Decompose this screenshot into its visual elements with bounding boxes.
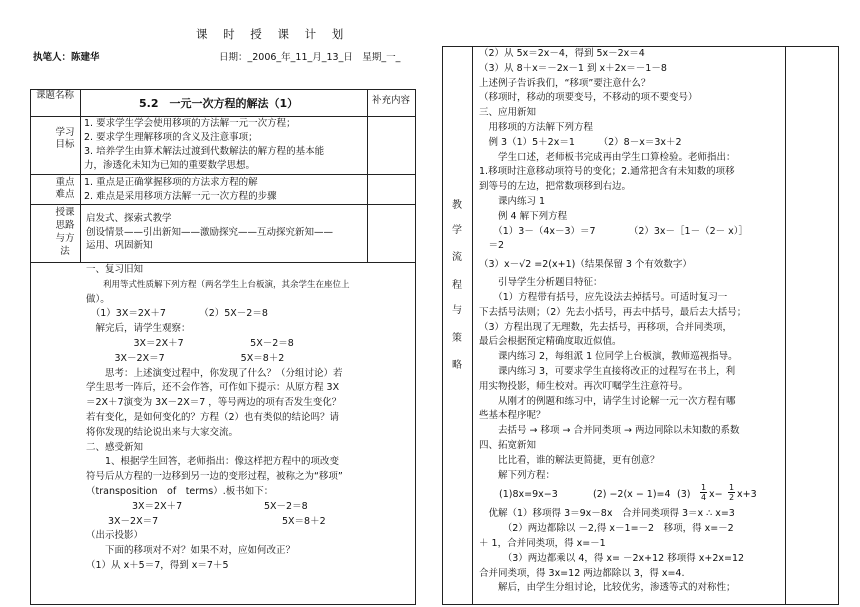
body-line: 思考：上述演变过程中，你发现了什么？（分组讨论）若 (86, 367, 343, 379)
body-line: 上述例子告诉我们，“移项”要注意什么？ (479, 77, 651, 89)
body-line: （移项时，移动的项要变号，不移动的项不要变号） (479, 92, 698, 104)
keypoint-item: 1. 重点是正确掌握移项的方法求方程的解 (84, 177, 258, 188)
body-line: 四、拓宽新知 (479, 439, 537, 451)
methods-label: 授课思路与方法 (55, 207, 75, 257)
equation-row (86, 515, 412, 530)
body-line: 最后会根据预定精确度取近似值。 (479, 336, 622, 348)
body-line: 符号后从方程的一边移到另一边的变形过程，被称之为“移项” (86, 471, 343, 483)
goals-label: 学习目标 (55, 127, 75, 150)
body-line: ＝2 (479, 240, 505, 252)
body-line: 从刚才的例题和练习中，请学生讨论解一元一次方程有哪 (479, 395, 736, 407)
body-line: 1.移项时注意移动项符号的变化；2.通常把含有未知数的项移 (479, 166, 735, 178)
lesson-topic: 5.2 一元一次方程的解法（1） (139, 97, 299, 110)
body-line: （1）3X＝2X＋7 （2）5X－2＝8 (86, 308, 268, 320)
equation: (3) (677, 489, 691, 501)
body-line: 例 3（1）5＋2x＝1 （2）8－x＝3x＋2 (479, 136, 682, 148)
notes-label: 补充内容 (372, 95, 411, 106)
equation: 5X＝8＋2 (282, 515, 326, 527)
equation: 5X－2＝8 (264, 500, 308, 512)
right-body (479, 47, 784, 596)
body-line: 优解（1）移项得 3＝9x－8x 合并同类项得 3＝x ∴ x=3 (479, 508, 735, 520)
body-line: （3）从 8＋x＝－2x－1 到 x＋2x＝－1－8 (479, 62, 667, 74)
equation: 3X－2X＝7 (108, 515, 159, 527)
body-line: （出示投影） (86, 530, 144, 542)
body-line: 课内练习 1 (479, 195, 546, 207)
method-item: 运用、巩固新知 (86, 240, 153, 251)
body-line: 学生思考一阵后，还不会作答，可作如下提示：从原方程 3X (86, 382, 340, 394)
side-label-char: 与 (452, 305, 462, 316)
topic-label: 课题名称 (35, 90, 74, 101)
body-line: 学生口述，老师板书完成再由学生口算检验。老师指出： (479, 151, 736, 163)
body-line: ＋ 1，合并同类项，得 x=－1 (479, 537, 606, 549)
goals-list (84, 117, 324, 173)
body-line: 3X－2X＝7 5X＝8＋2 (86, 352, 285, 364)
body-line: 合并同类项，得 3x=12 两边都除以 3，得 x=4. (479, 567, 685, 579)
body-line: 利用等式性质解下列方程（两名学生上台板演，其余学生在座位上 (86, 279, 350, 290)
body-line: 三、应用新知 (479, 107, 537, 119)
goal-item: 2. 要求学生理解移项的含义及注意事项； (84, 132, 258, 143)
body-line: （1）方程带有括号，应先设法去掉括号。可适时复习一 (479, 291, 728, 303)
body-line: 一、复习旧知 (86, 264, 144, 275)
body-line: 去括号 → 移项 → 合并同类项 → 两边同除以未知数的系数 (479, 425, 740, 437)
body-line: （3）两边都乘以 4，得 x= －2x+12 移项得 x+2x=12 (479, 552, 745, 564)
method-item: 启发式、探索式教学 (86, 213, 172, 224)
body-line: （transposition of terms）.板书如下： (86, 485, 274, 497)
author-label: 执笔人：陈建华 (33, 52, 100, 63)
equation-row (479, 483, 784, 507)
side-label-char: 流 (452, 252, 462, 263)
body-line: 下面的移项对不对？如果不对，应如何改正？ (86, 545, 296, 557)
equation: (2) −2(x − 1)=4 (593, 489, 671, 501)
keypoints-list (84, 176, 277, 203)
fraction: $\frac{1}{2}$ (729, 483, 735, 503)
body-line: 到等号的左边，把常数项移到右边。 (479, 181, 632, 193)
equation: 3X＝2X＋7 (132, 500, 183, 512)
body-line: 课内练习 2，每组派 1 位同学上台板演，教师巡视指导。 (479, 351, 738, 363)
keypoint-item: 2. 难点是采用移项方法解一元一次方程的步骤 (84, 190, 277, 202)
body-line: 二、感受新知 (86, 441, 144, 453)
body-line: 例 4 解下列方程 (479, 210, 568, 222)
side-label-char: 策 (452, 333, 462, 344)
side-label-char: 学 (452, 225, 462, 236)
body-line: （2）从 5x＝2x－4，得到 5x－2x＝4 (479, 48, 645, 59)
body-line: （1）3－（4x－3）＝7 （2）3x－［1－（2－ x）］ (479, 225, 749, 237)
page-title: 课 时 授 课 计 划 (196, 27, 350, 41)
body-line: 课内练习 3，可要求学生直接将改正的过程写在书上，利 (479, 365, 736, 377)
date-line: 日期：_2006_年_11_月_13_日 星期_一_ (219, 52, 401, 63)
methods-list (86, 212, 333, 253)
keypoints-label: 重点难点 (55, 177, 75, 200)
body-line: 些基本程序呢？ (479, 410, 546, 422)
body-line: 用实物投影，师生校对。再次叮嘱学生注意符号。 (479, 380, 689, 392)
body-line: 解后，由学生分组讨论，比较优劣，渗透等式的对称性； (479, 582, 736, 594)
equation-row (86, 500, 412, 515)
body-line: 下去括号法则；（2）先去小括号，再去中括号，最后去大括号； (479, 306, 747, 318)
example-4-3: （3）x－√2 =2(x+1)（结果保留 3 个有效数字） (479, 259, 692, 271)
body-line: （3）方程出现了无理数，先去括号，再移项，合并同类项， (479, 321, 733, 333)
body-line: （2）两边都除以 －2,得 x－1=－2 移项，得 x=－2 (479, 523, 734, 535)
body-line: （1）从 x＋5＝7，得到 x＝7＋5 (86, 559, 229, 571)
side-label-char: 略 (452, 360, 462, 371)
left-body (86, 263, 412, 574)
equation: x− (709, 489, 723, 501)
body-line: 做）。 (86, 293, 110, 305)
body-line: 3X＝2X＋7 5X－2＝8 (86, 337, 294, 349)
goal-item: 力，渗透化未知为已知的重要数学思想。 (84, 160, 256, 171)
side-label-char: 程 (452, 280, 462, 291)
body-line: 若有变化，是如何变化的？方程（2）也有类似的结论吗？请 (86, 411, 340, 423)
body-line: ＝2X＋7演变为 3X－2X＝7 ，等号两边的项有否发生变化？ (86, 397, 342, 409)
side-label-char: 教 (452, 200, 462, 211)
body-line: 1、根据学生回答，老师指出：像这样把方程中的项改变 (86, 456, 340, 468)
body-line: 引导学生分析题目特征： (479, 277, 603, 289)
fraction: $\frac{1}{4}$ (701, 483, 707, 503)
body-line: 比比看，谁的解法更简捷，更有创意？ (479, 454, 660, 466)
method-item: 创设情景——引出新知——激励探究——互动探究新知—— (86, 226, 334, 238)
equation: (1)8x=9x−3 (499, 489, 558, 501)
body-line: 解完后，请学生观察： (86, 323, 191, 335)
equation: x+3 (737, 489, 757, 501)
body-line: 用移项的方法解下列方程 (479, 121, 594, 133)
body-line: 解下列方程： (479, 469, 556, 481)
goal-item: 3. 培养学生由算术解法过渡到代数解法的解方程的基本能 (84, 146, 325, 157)
body-line: 将你发现的结论说出来与大家交流。 (86, 426, 239, 438)
goal-item: 1. 要求学生学会使用移项的方法解一元一次方程； (84, 118, 296, 129)
